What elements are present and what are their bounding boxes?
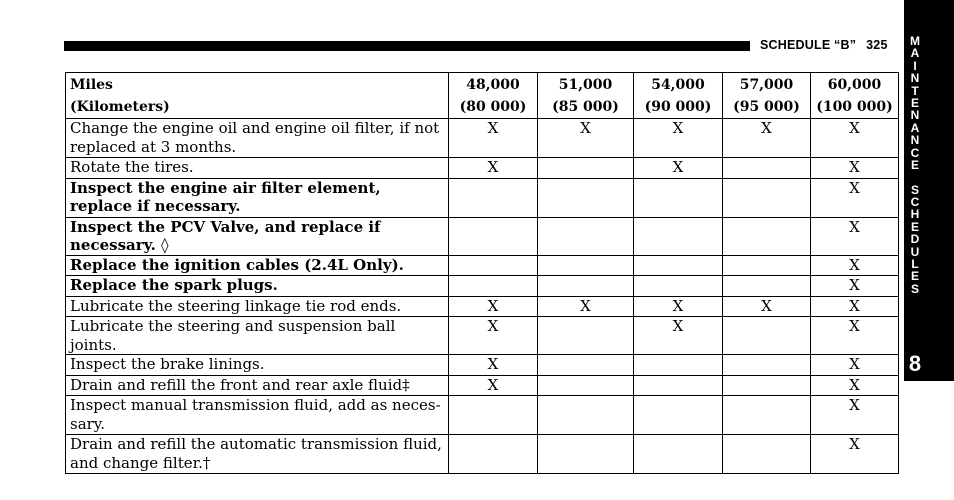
service-mark: X	[811, 119, 899, 158]
interval-km: (90 000)	[644, 98, 712, 115]
service-mark: X	[811, 158, 899, 179]
header-rule	[64, 41, 750, 51]
interval-km: (95 000)	[733, 98, 800, 115]
service-mark	[723, 396, 811, 435]
service-item: Rotate the tires.	[66, 158, 449, 179]
chapter-tab-letter: S	[910, 182, 919, 197]
service-item: Lubricate the steering and suspension ball joints.	[66, 317, 449, 355]
service-mark	[449, 178, 538, 217]
service-item: Replace the ignition cables (2.4L Only).	[66, 255, 449, 276]
chapter-tab-letter: E	[910, 219, 919, 234]
service-mark: X	[634, 119, 723, 158]
service-mark	[723, 178, 811, 217]
chapter-tab-letter: M	[910, 34, 920, 48]
chapter-tab-letter: D	[910, 232, 920, 247]
section-title: SCHEDULE “B”	[760, 38, 857, 52]
service-mark	[634, 178, 723, 217]
interval-header	[449, 73, 538, 119]
kilometers-label: (Kilometers)	[70, 98, 170, 115]
maintenance-schedule-table	[65, 72, 899, 474]
service-mark	[634, 255, 723, 276]
chapter-tab-letter: N	[910, 133, 920, 148]
table-row	[66, 435, 899, 474]
service-mark: X	[634, 317, 723, 355]
service-mark: X	[811, 296, 899, 317]
service-mark	[449, 435, 538, 474]
interval-km: (100 000)	[816, 98, 893, 115]
service-mark: X	[538, 296, 634, 317]
table-row	[66, 375, 899, 396]
service-mark	[634, 217, 723, 255]
service-mark: X	[449, 158, 538, 179]
interval-miles: 48,000	[466, 76, 520, 93]
service-mark	[449, 396, 538, 435]
table-row	[66, 276, 899, 297]
service-mark	[449, 255, 538, 276]
service-mark: X	[449, 119, 538, 158]
service-item: Inspect manual transmission fluid, add as neces-sary.	[66, 396, 449, 435]
service-mark	[723, 375, 811, 396]
interval-header	[723, 73, 811, 119]
chapter-tab-letter: C	[910, 145, 920, 160]
distance-label-cell	[66, 73, 449, 119]
service-mark: X	[811, 217, 899, 255]
service-mark	[723, 158, 811, 179]
service-mark: X	[449, 317, 538, 355]
table-row	[66, 255, 899, 276]
service-mark: X	[634, 296, 723, 317]
chapter-tab-letter: I	[913, 58, 917, 73]
table-row	[66, 355, 899, 376]
interval-miles: 60,000	[827, 76, 882, 93]
service-mark	[723, 217, 811, 255]
table-row	[66, 217, 899, 255]
chapter-tab-letter: S	[910, 281, 919, 296]
chapter-tab-letter: L	[911, 257, 919, 272]
service-item: Inspect the brake linings.	[66, 355, 449, 376]
service-mark	[538, 276, 634, 297]
chapter-tab-letter: H	[910, 207, 920, 222]
service-mark	[634, 355, 723, 376]
service-mark	[723, 276, 811, 297]
table-row	[66, 296, 899, 317]
chapter-tab-letter: U	[910, 244, 920, 259]
service-item: Change the engine oil and engine oil filter, if not replaced at 3 months.	[66, 119, 449, 158]
service-mark: X	[811, 317, 899, 355]
service-mark: X	[811, 178, 899, 217]
interval-km: (80 000)	[459, 98, 527, 115]
service-mark: X	[723, 119, 811, 158]
chapter-number: 8	[908, 351, 922, 376]
service-mark	[538, 255, 634, 276]
chapter-tab-title	[904, 35, 926, 295]
chapter-tab-letter: T	[911, 83, 919, 98]
chapter-tab-letter: C	[910, 195, 920, 210]
service-mark	[538, 178, 634, 217]
service-mark: X	[811, 276, 899, 297]
service-mark	[723, 255, 811, 276]
service-mark: X	[811, 396, 899, 435]
chapter-tab-letter: A	[910, 120, 920, 135]
service-mark	[634, 435, 723, 474]
service-mark: X	[449, 355, 538, 376]
service-item: Inspect the engine air filter element, replace if necessary.	[66, 178, 449, 217]
chapter-tab-letter: E	[910, 95, 919, 110]
service-mark: X	[811, 255, 899, 276]
service-mark	[723, 317, 811, 355]
service-item: Drain and refill the automatic transmission fluid, and change filter.†	[66, 435, 449, 474]
chapter-tab-letter: N	[910, 108, 920, 123]
service-item: Inspect the PCV Valve, and replace if necessary. ◊	[66, 217, 449, 255]
interval-header	[634, 73, 723, 119]
service-mark	[449, 276, 538, 297]
table-row	[66, 158, 899, 179]
interval-header	[811, 73, 899, 119]
service-mark	[538, 435, 634, 474]
chapter-tab-letter: E	[910, 157, 919, 172]
service-item: Replace the spark plugs.	[66, 276, 449, 297]
service-item: Drain and refill the front and rear axle fluid‡	[66, 375, 449, 396]
running-header	[760, 38, 888, 52]
service-mark	[634, 375, 723, 396]
chapter-tab	[904, 0, 954, 381]
service-mark: X	[449, 375, 538, 396]
table-row	[66, 178, 899, 217]
table-row	[66, 119, 899, 158]
service-mark	[538, 217, 634, 255]
service-mark	[634, 276, 723, 297]
chapter-tab-letter: A	[910, 46, 920, 61]
service-mark: X	[811, 435, 899, 474]
chapter-tab-letter: N	[910, 71, 920, 86]
service-mark: X	[538, 119, 634, 158]
miles-label: Miles	[70, 76, 113, 93]
service-mark	[538, 355, 634, 376]
table-row	[66, 317, 899, 355]
page-number: 325	[866, 38, 888, 52]
service-mark	[538, 396, 634, 435]
service-mark: X	[811, 355, 899, 376]
interval-miles: 54,000	[651, 76, 705, 93]
service-mark: X	[634, 158, 723, 179]
service-mark: X	[723, 296, 811, 317]
service-item: Lubricate the steering linkage tie rod ends.	[66, 296, 449, 317]
table-header-row	[66, 73, 899, 119]
service-mark: X	[811, 375, 899, 396]
service-mark: X	[449, 296, 538, 317]
interval-km: (85 000)	[552, 98, 619, 115]
service-mark	[538, 158, 634, 179]
interval-header	[538, 73, 634, 119]
service-mark	[538, 317, 634, 355]
service-mark	[723, 355, 811, 376]
service-mark	[634, 396, 723, 435]
chapter-tab-letter: E	[910, 269, 919, 284]
interval-miles: 51,000	[558, 76, 613, 93]
service-mark	[723, 435, 811, 474]
table-row	[66, 396, 899, 435]
service-mark	[538, 375, 634, 396]
interval-miles: 57,000	[739, 76, 794, 93]
chapter-tab-letter	[904, 171, 926, 183]
service-mark	[449, 217, 538, 255]
